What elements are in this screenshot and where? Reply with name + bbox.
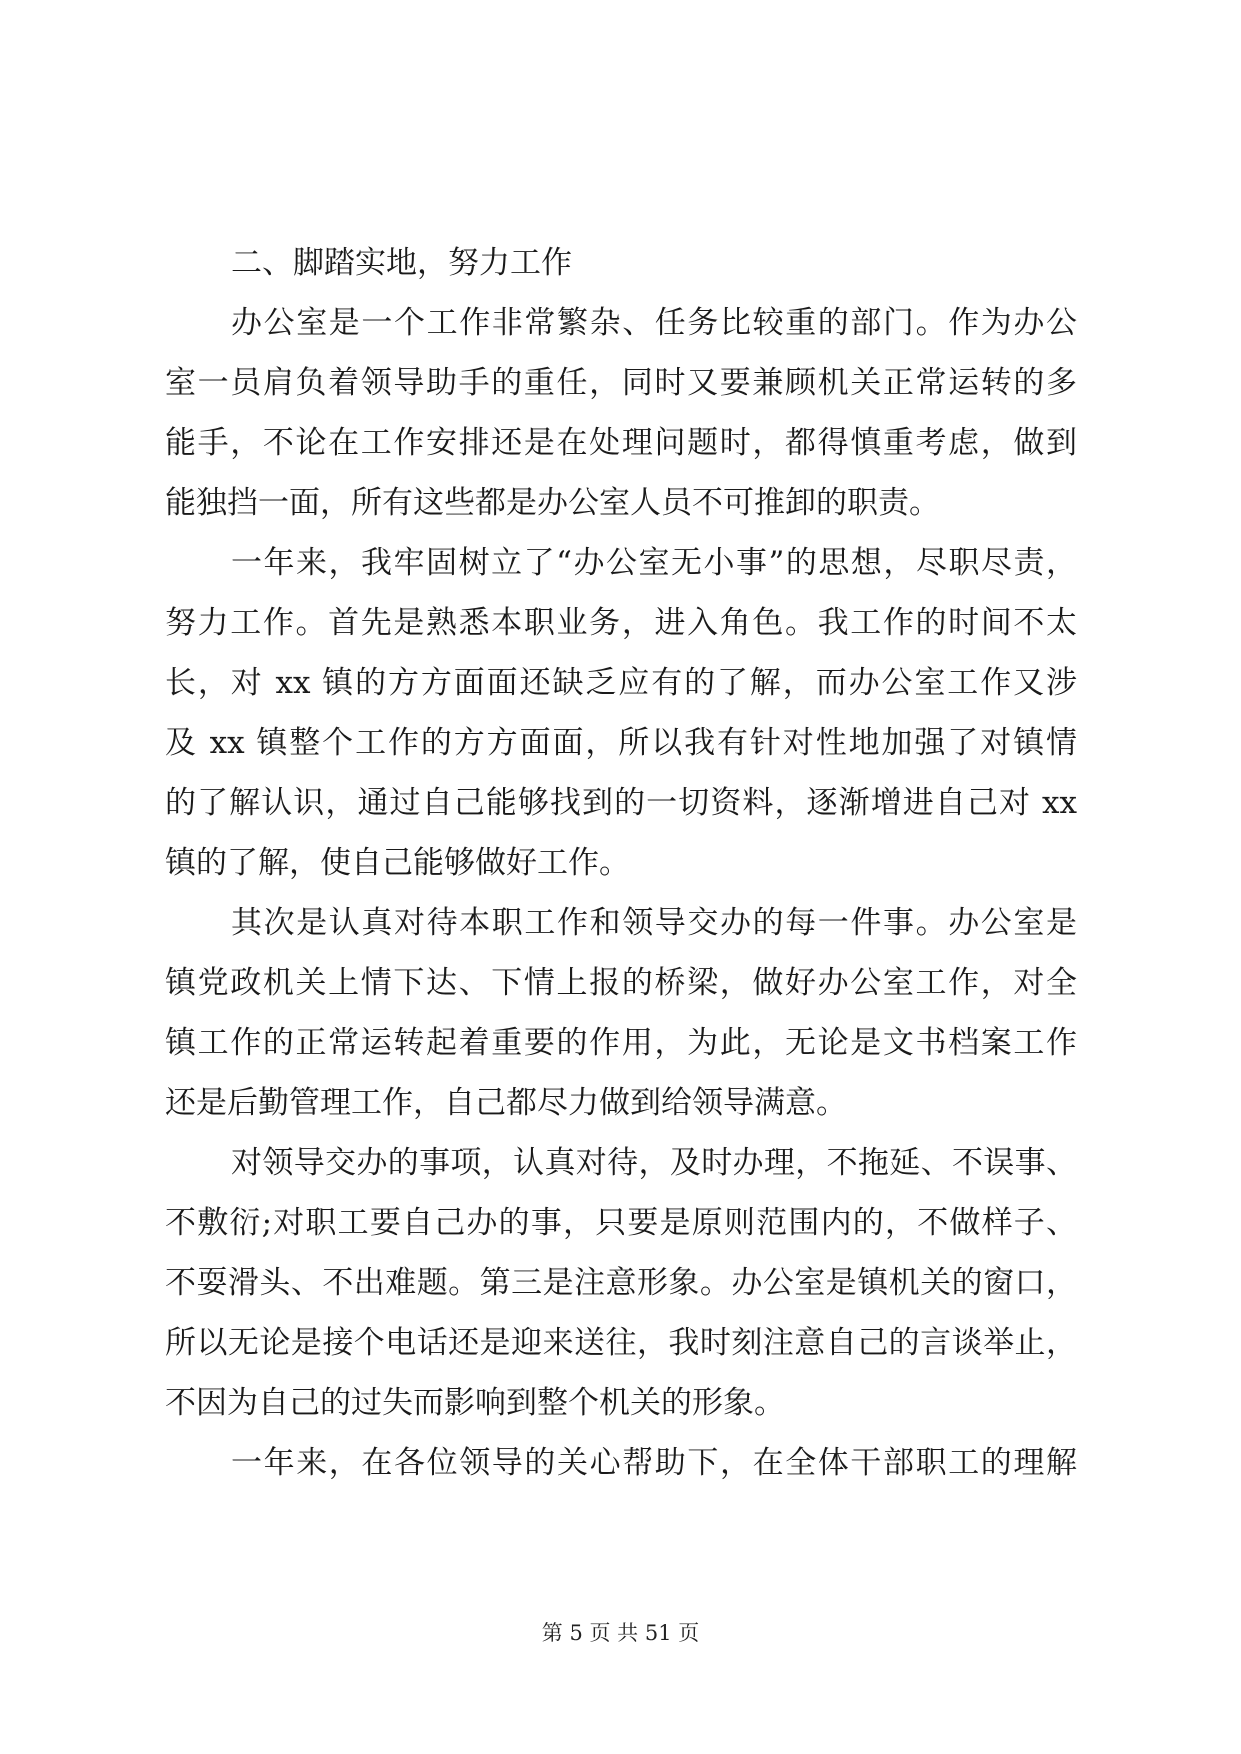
paragraph-line: 镇工作的正常运转起着重要的作用，为此，无论是文书档案工作: [165, 1025, 1077, 1061]
paragraph-line: 镇的了解，使自己能够做好工作。: [165, 845, 630, 881]
paragraph-line: 不敷衍;对职工要自己办的事，只要是原则范围内的，不做样子、: [165, 1205, 1077, 1241]
paragraph-line: 其次是认真对待本职工作和领导交办的每一件事。办公室是: [231, 905, 1077, 941]
paragraph-line: 所以无论是接个电话还是迎来送往，我时刻注意自己的言谈举止，: [165, 1325, 1077, 1361]
paragraph-line: 能手，不论在工作安排还是在处理问题时，都得慎重考虑，做到: [165, 425, 1077, 461]
section-heading: 二、脚踏实地，努力工作: [231, 245, 572, 281]
paragraph-line: 对领导交办的事项，认真对待，及时办理，不拖延、不误事、: [231, 1145, 1077, 1181]
paragraph-line: 及 xx 镇整个工作的方方面面，所以我有针对性地加强了对镇情: [165, 725, 1077, 761]
paragraph-line: 长，对 xx 镇的方方面面还缺乏应有的了解，而办公室工作又涉: [165, 665, 1077, 701]
paragraph-line: 镇党政机关上情下达、下情上报的桥梁，做好办公室工作，对全: [165, 965, 1077, 1001]
paragraph-line: 一年来，我牢固树立了“办公室无小事”的思想，尽职尽责，: [231, 545, 1077, 581]
paragraph-line: 能独挡一面，所有这些都是办公室人员不可推卸的职责。: [165, 485, 940, 521]
paragraph-line: 办公室是一个工作非常繁杂、任务比较重的部门。作为办公: [231, 305, 1077, 341]
paragraph-line: 的了解认识，通过自己能够找到的一切资料，逐渐增进自己对 xx: [165, 785, 1077, 821]
document-body: [165, 233, 1077, 1493]
paragraph-line: 不因为自己的过失而影响到整个机关的形象。: [165, 1385, 785, 1421]
page-number-footer: 第 5 页 共 51 页: [541, 1621, 700, 1645]
paragraph-line: 室一员肩负着领导助手的重任，同时又要兼顾机关正常运转的多: [165, 365, 1077, 401]
paragraph-line: 一年来，在各位领导的关心帮助下，在全体干部职工的理解: [231, 1445, 1077, 1481]
paragraph-line: 努力工作。首先是熟悉本职业务，进入角色。我工作的时间不太: [165, 605, 1077, 641]
paragraph-line: 不耍滑头、不出难题。第三是注意形象。办公室是镇机关的窗口，: [165, 1265, 1077, 1301]
paragraph-line: 还是后勤管理工作，自己都尽力做到给领导满意。: [165, 1085, 847, 1121]
